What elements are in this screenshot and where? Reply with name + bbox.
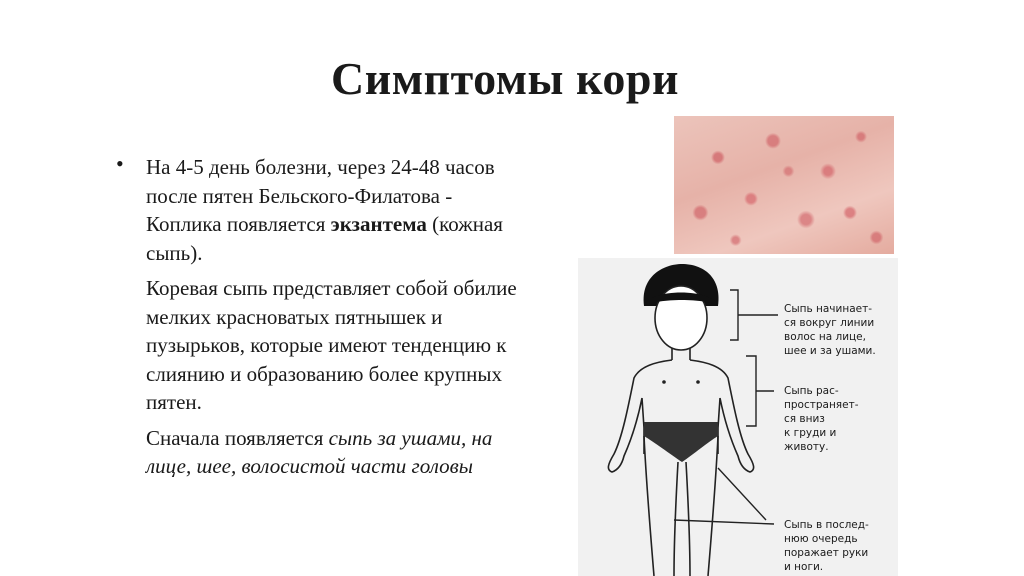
left-arm-outline xyxy=(608,360,672,472)
bullet-marker: • xyxy=(116,151,124,176)
paragraph-rash-onset-text: Сначала появляется xyxy=(146,425,329,450)
paragraph-exanthema-tail: (кожная сыпь). xyxy=(146,212,503,265)
label-rash-spread: Сыпь рас- пространяет- ся вниз к груди и животу. xyxy=(784,385,859,453)
paragraph-rash-description: Коревая сыпь представляет собой обилие мелких красноватых пятнышек и пузырьков, которые имеют тенденцию к слиянию и образованию более крупных пятен. xyxy=(146,276,517,414)
paragraph-exanthema xyxy=(146,153,532,267)
term-exanthema: экзантема xyxy=(330,212,427,236)
label-rash-limbs: Сыпь в послед- нюю очередь поражает руки и ноги. xyxy=(784,519,869,573)
right-arm-outline xyxy=(690,360,754,472)
paragraph-rash-onset xyxy=(146,424,532,481)
briefs-shape xyxy=(644,422,718,462)
head-bracket xyxy=(730,290,778,340)
rash-spread-diagram xyxy=(578,258,898,576)
paragraph-exanthema-text: На 4-5 день болезни, через 24-48 часов после пятен Бельского-Филатова - Коплика появляется xyxy=(146,155,495,236)
label-rash-start: Сыпь начинает- ся вокруг линии волос на лице, шее и за ушами. xyxy=(784,303,876,357)
slide-title: Симптомы кори xyxy=(331,53,679,104)
text-block xyxy=(112,153,532,488)
torso-bracket xyxy=(746,356,774,426)
rash-onset-locations: сыпь за ушами, на лице, шее, волосистой части головы xyxy=(146,425,493,478)
rash-photo xyxy=(674,116,894,254)
